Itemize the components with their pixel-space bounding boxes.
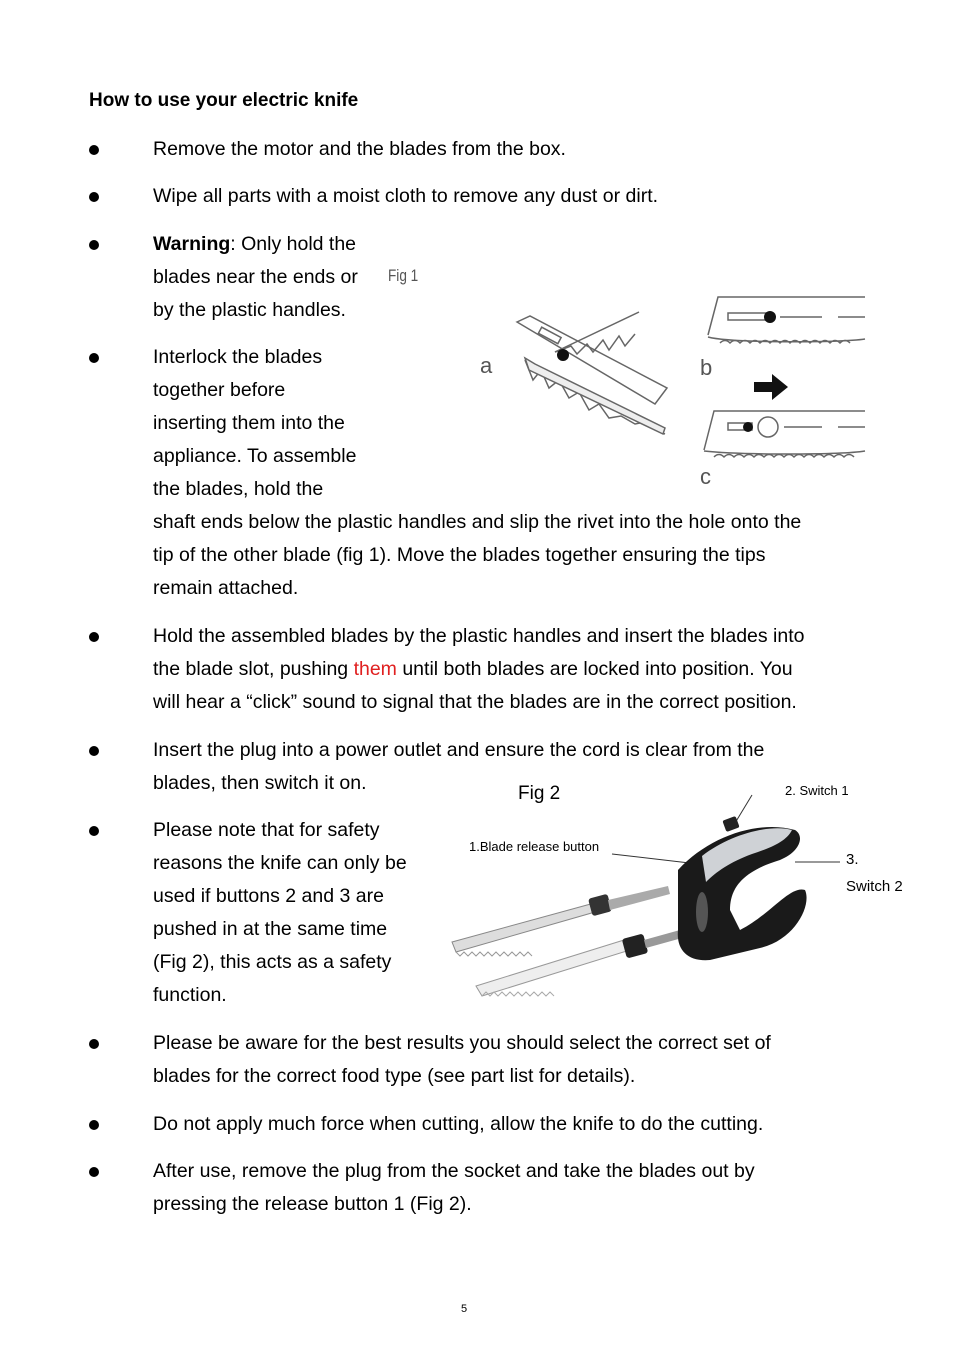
step-7-line: function.: [153, 984, 227, 1006]
step-4-line: Interlock the blades: [153, 346, 323, 368]
fig1-title: Fig 1: [388, 266, 419, 285]
step-4-line: inserting them into the: [153, 412, 345, 434]
fig2-release-label: 1.Blade release button: [469, 839, 600, 854]
step-5-text: until both blades are locked into position. You: [396, 658, 793, 680]
step-4-line: remain attached.: [153, 577, 299, 599]
step-4-line: shaft ends below the plastic handles and slip the rivet into the hole onto the: [153, 511, 802, 533]
step-5-line: [153, 653, 793, 686]
fig1-blade-b-drawing: [700, 295, 870, 365]
warning-text-line: by the plastic handles.: [153, 299, 346, 321]
warning-text-line: blades near the ends or: [153, 266, 358, 288]
step-1-text: Remove the motor and the blades from the box.: [153, 138, 566, 160]
fig2-title: Fig 2: [518, 783, 561, 804]
switch-1-button: [722, 816, 739, 832]
step-5-line: Hold the assembled blades by the plastic handles and insert the blades into: [153, 625, 805, 647]
fig1-label-c: c: [700, 464, 711, 489]
step-7-line: Please note that for safety: [153, 819, 380, 841]
step-8-line: blades for the correct food type (see part list for details).: [153, 1065, 636, 1087]
step-9-text: Do not apply much force when cutting, allow the knife to do the cutting.: [153, 1113, 764, 1135]
step-2-text: Wipe all parts with a moist cloth to remove any dust or dirt.: [153, 185, 659, 207]
step-4-line: tip of the other blade (fig 1). Move the blades together ensuring the tips: [153, 544, 766, 566]
step-7-line: used if buttons 2 and 3 are: [153, 885, 384, 907]
step-3-warning: [153, 228, 356, 261]
bullet-2: [89, 192, 99, 202]
fig1-label-b: b: [700, 355, 713, 380]
fig2-switch2-label: Switch 2: [846, 878, 903, 895]
step-10-line: After use, remove the plug from the socket and take the blades out by: [153, 1160, 755, 1182]
bullet-9: [89, 1120, 99, 1130]
step-8-line: Please be aware for the best results you should select the correct set of: [153, 1032, 771, 1054]
step-4-line: together before: [153, 379, 286, 401]
step-5-line: will hear a “click” sound to signal that the blades are in the correct position.: [153, 691, 797, 713]
bullet-1: [89, 145, 99, 155]
step-6-line: blades, then switch it on.: [153, 772, 367, 794]
warning-label: Warning: [153, 233, 231, 255]
step-10-line: pressing the release button 1 (Fig 2).: [153, 1193, 472, 1215]
step-6-line: Insert the plug into a power outlet and ensure the cord is clear from the: [153, 739, 765, 761]
bullet-6: [89, 746, 99, 756]
step-7-line: reasons the knife can only be: [153, 852, 407, 874]
step-7-line: (Fig 2), this acts as a safety: [153, 951, 392, 973]
fig1-rivet-icon: [557, 349, 569, 361]
bullet-5: [89, 632, 99, 642]
fig1-blade-c-drawing: [700, 405, 870, 465]
fig1-blades-interlock-drawing: [495, 300, 675, 440]
fig2-switch2-number: 3.: [846, 851, 859, 868]
bullet-10: [89, 1167, 99, 1177]
warning-text-line: : Only hold the: [230, 233, 357, 255]
bullet-7: [89, 826, 99, 836]
step-4-line: the blades, hold the: [153, 478, 324, 500]
page-number: 5: [461, 1303, 468, 1315]
bullet-8: [89, 1039, 99, 1049]
fig2-switch1-label: 2. Switch 1: [785, 783, 849, 798]
step-7-line: pushed in at the same time: [153, 918, 388, 940]
bullet-3: [89, 240, 99, 250]
bullet-4: [89, 353, 99, 363]
step-5-text: the blade slot, pushing: [153, 658, 354, 680]
arrow-right-icon: [752, 372, 792, 402]
page-heading: How to use your electric knife: [89, 90, 359, 111]
fig2-electric-knife-drawing: [440, 790, 850, 1010]
step-4-line: appliance. To assemble: [153, 445, 357, 467]
emphasis-them: them: [353, 658, 397, 680]
fig1-label-a: a: [480, 353, 493, 378]
